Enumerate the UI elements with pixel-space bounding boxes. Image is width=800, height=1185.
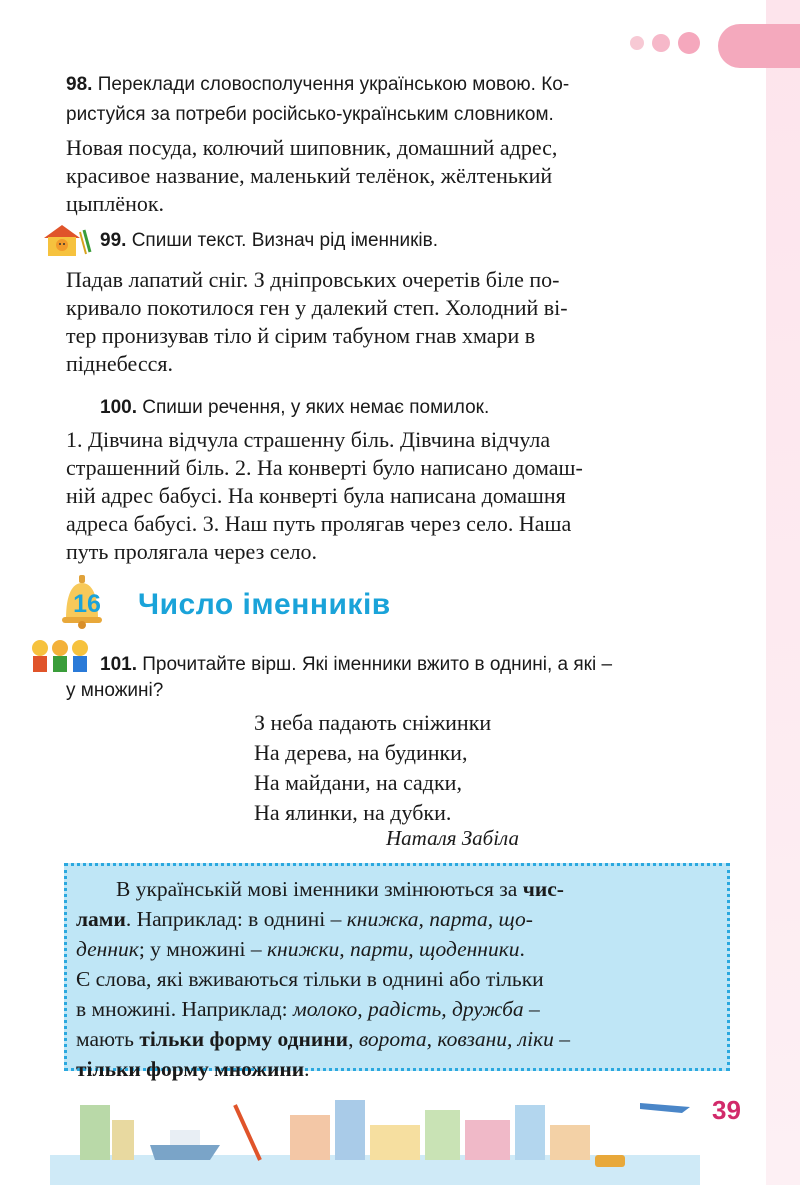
poem <box>254 708 491 828</box>
poem-line: На ялинки, на дубки. <box>254 800 452 825</box>
task-99-number: 99. <box>100 230 127 251</box>
task-99-instruction: 99. Спиши текст. Визнач рід іменників. <box>100 230 439 251</box>
poem-line: З неба падають сніжинки <box>254 710 492 735</box>
section-title: Число іменників <box>138 588 391 621</box>
city-illustration <box>50 1085 700 1185</box>
group-work-icon <box>28 636 92 676</box>
task-98-instruction: 98. Переклади словосполучення українською мовою. Ко- ристуйся за потреби російсько-українським словником. <box>66 74 570 125</box>
poem-author: Наталя Забіла <box>386 826 519 850</box>
task-100-number: 100. <box>100 397 137 418</box>
rule-text: В українській мові іменники змінюються за чис- лами. Наприклад: в однині – книжка, парта, що- денник; у множині – книжки, парти, щоденники. Є слова, які вживаються тільки в однині або тільки в множині. Наприклад: молоко, радість, дружба – мають тільки форму однини, ворота, ковзани, ліки – тільки форму множини. <box>76 877 571 1081</box>
home-task-icon <box>40 222 96 258</box>
task-99-text: Падав лапатий сніг. З дніпровських очеретів біле по- кривало покотилося ген у далекий степ. Холодний ві- тер пронизував тіло й сірим табуном гнав хмари в піднебесся. <box>66 267 568 376</box>
task-101-instruction-cont: у множині? <box>66 680 164 701</box>
page-number: 39 <box>712 1095 741 1125</box>
poem-line: На майдани, на садки, <box>254 770 462 795</box>
task-98-number: 98. <box>66 74 93 95</box>
task-101-number: 101. <box>100 654 137 675</box>
page-edge-strip <box>766 0 800 1185</box>
task-100-instruction: 100. Спиши речення, у яких немає помилок. <box>100 397 490 418</box>
header-tab <box>718 24 800 68</box>
task-100-text: 1. Дівчина відчула страшенну біль. Дівчина відчула страшенний біль. 2. На конверті було написано домаш- ній адрес бабусі. На конверті була написана домашня адреса бабусі. 3. Наш путь пролягав через село. Наша путь пролягала через село. <box>66 427 583 564</box>
task-101-instruction: 101. Прочитайте вірш. Які іменники вжито в однині, а які – <box>100 654 613 675</box>
task-98-text: Новая посуда, колючий шиповник, домашний адрес, красивое название, маленький телёнок, жёлтенький цыплёнок. <box>66 135 558 216</box>
poem-line: На дерева, на будинки, <box>254 740 468 765</box>
section-number: 16 <box>73 590 101 618</box>
